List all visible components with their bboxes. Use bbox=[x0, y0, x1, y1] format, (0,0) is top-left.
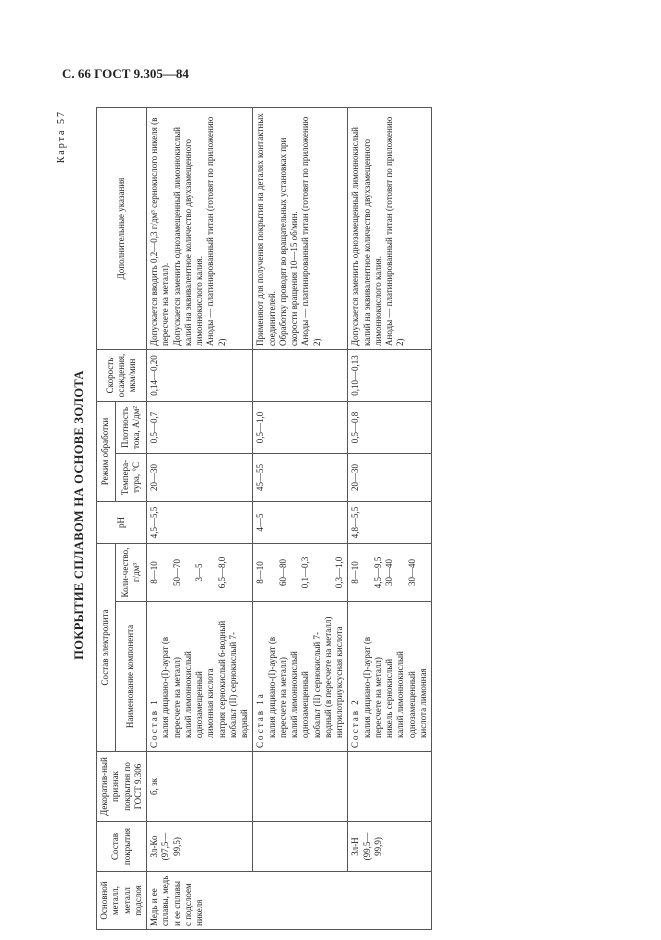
ph-cell: 4,8—5,5 bbox=[348, 502, 432, 544]
ph-cell: 4,5—5,5 bbox=[147, 502, 253, 544]
decorative-cell bbox=[253, 752, 348, 822]
composition-title: Состав 1 bbox=[149, 698, 159, 748]
decorative-cell: б, зк bbox=[147, 752, 253, 822]
notes-cell: Допускается заменить однозамещенный лимоннокислый калий на эквивалентное количество двухзамещенного лимоннокислого калия. Аноды — платинированный титан (готовят по приложению 2) bbox=[348, 108, 432, 350]
composition-title: Состав 2 bbox=[350, 698, 361, 748]
components-cell bbox=[348, 602, 432, 752]
header-quantity: Коли-чество, г/дм³ bbox=[115, 544, 146, 602]
coating-cell: Зл-Н (99,5—99,9) bbox=[348, 822, 432, 872]
notes-cell: Применяют для получения покрытия на деталях контактных соединителей. Обработку проводят во вращательных установках при скорости вращения 10—15 об/мин. Аноды — платинированный титан (готовят по приложению 2) bbox=[253, 108, 348, 350]
current-density-cell: 0,5—0,8 bbox=[348, 402, 432, 454]
card-label: Карта 57 bbox=[56, 110, 67, 164]
rate-cell: 0,14—0,20 bbox=[147, 350, 253, 402]
current-density-cell: 0,5—0,7 bbox=[147, 402, 253, 454]
header-current-density: Плотность тока, А/дм² bbox=[115, 402, 146, 454]
header-temperature: Темпера-тура, °С bbox=[115, 454, 146, 502]
coating-cell bbox=[253, 822, 348, 872]
rate-cell bbox=[253, 350, 348, 402]
component-list: калия дициано-(I)-аурат (в пересчете на металл) никель сернокислый калий лимоннокислый однозамещенный кислота лимонная bbox=[361, 636, 428, 738]
page-header: С. 66 ГОСТ 9.305—84 bbox=[62, 66, 189, 81]
components-cell bbox=[147, 602, 253, 752]
component-list: калия дициано-(I)-аурат (в пересчете на металл) калий лимоннокислый однозамещенный кобальт (II) сернокислый 7-водный (в пересчете на металл) нитрилотриуксусная кислота bbox=[266, 616, 344, 738]
header-mode-group: Режим обработки bbox=[97, 402, 116, 502]
decorative-cell bbox=[348, 752, 432, 822]
coating-cell: Зл-Ко (97,5—99,5) bbox=[147, 822, 253, 872]
page-title: ПОКРЫТИЕ СПЛАВОМ НА ОСНОВЕ ЗОЛОТА bbox=[72, 370, 86, 660]
header-decorative: Декоратив-ный признак покрытия по ГОСТ 9.306 bbox=[97, 752, 147, 822]
components-cell bbox=[253, 602, 348, 752]
quantity-cell: 8—10 4,5—9,5 30—40 30—40 bbox=[348, 544, 432, 602]
component-list: калия дициано-(I)-аурат (в пересчете на металл) калий лимоннокислый однозамещенный лимонная кислота натрия сернокислый 6-водный кобальт (II) сернокислый 7-водный bbox=[160, 620, 249, 738]
temperature-cell: 20—30 bbox=[348, 454, 432, 502]
table-row bbox=[147, 108, 253, 930]
ph-cell: 4—5 bbox=[253, 502, 348, 544]
table-row bbox=[253, 108, 348, 930]
table-row bbox=[348, 108, 432, 930]
header-electrolyte-group: Состав электролита bbox=[97, 544, 116, 752]
notes-cell: Допускается вводить 0,2—0,3 г/дм³ сернокислого никеля (в пересчете на металл). Допускается заменить однозамещенный лимоннокислый калий на эквивалентное количество двухзамещенного лимоннокислого калия. Аноды — платинированный титан (готовят по приложению 2) bbox=[147, 108, 253, 350]
rotated-table-frame bbox=[58, 90, 603, 940]
quantity-cell: 8—10 60—80 0,1—0,3 0,3—1,0 bbox=[253, 544, 348, 602]
temperature-cell: 20—30 bbox=[147, 454, 253, 502]
header-notes: Дополнительные указания bbox=[97, 108, 147, 350]
header-base-metal: Основной металл, металл подслоя bbox=[97, 872, 147, 930]
rate-cell: 0,10—0,13 bbox=[348, 350, 432, 402]
temperature-cell: 45—55 bbox=[253, 454, 348, 502]
composition-title: Состав 1а bbox=[255, 692, 266, 748]
header-coating-composition: Состав покрытия bbox=[97, 822, 147, 872]
header-component-name: Наименование компонента bbox=[115, 602, 146, 752]
header-deposition-rate: Скорость осаждения, мкм/мин bbox=[97, 350, 147, 402]
quantity-cell: 8—10 50—70 3—5 6,5—8,0 bbox=[147, 544, 253, 602]
base-metal-cell: Медь и ее сплавы, медь и ее сплавы с подслоем никеля bbox=[147, 872, 432, 930]
process-table bbox=[96, 107, 432, 930]
current-density-cell: 0,5—1,0 bbox=[253, 402, 348, 454]
header-ph: рН bbox=[97, 502, 147, 544]
